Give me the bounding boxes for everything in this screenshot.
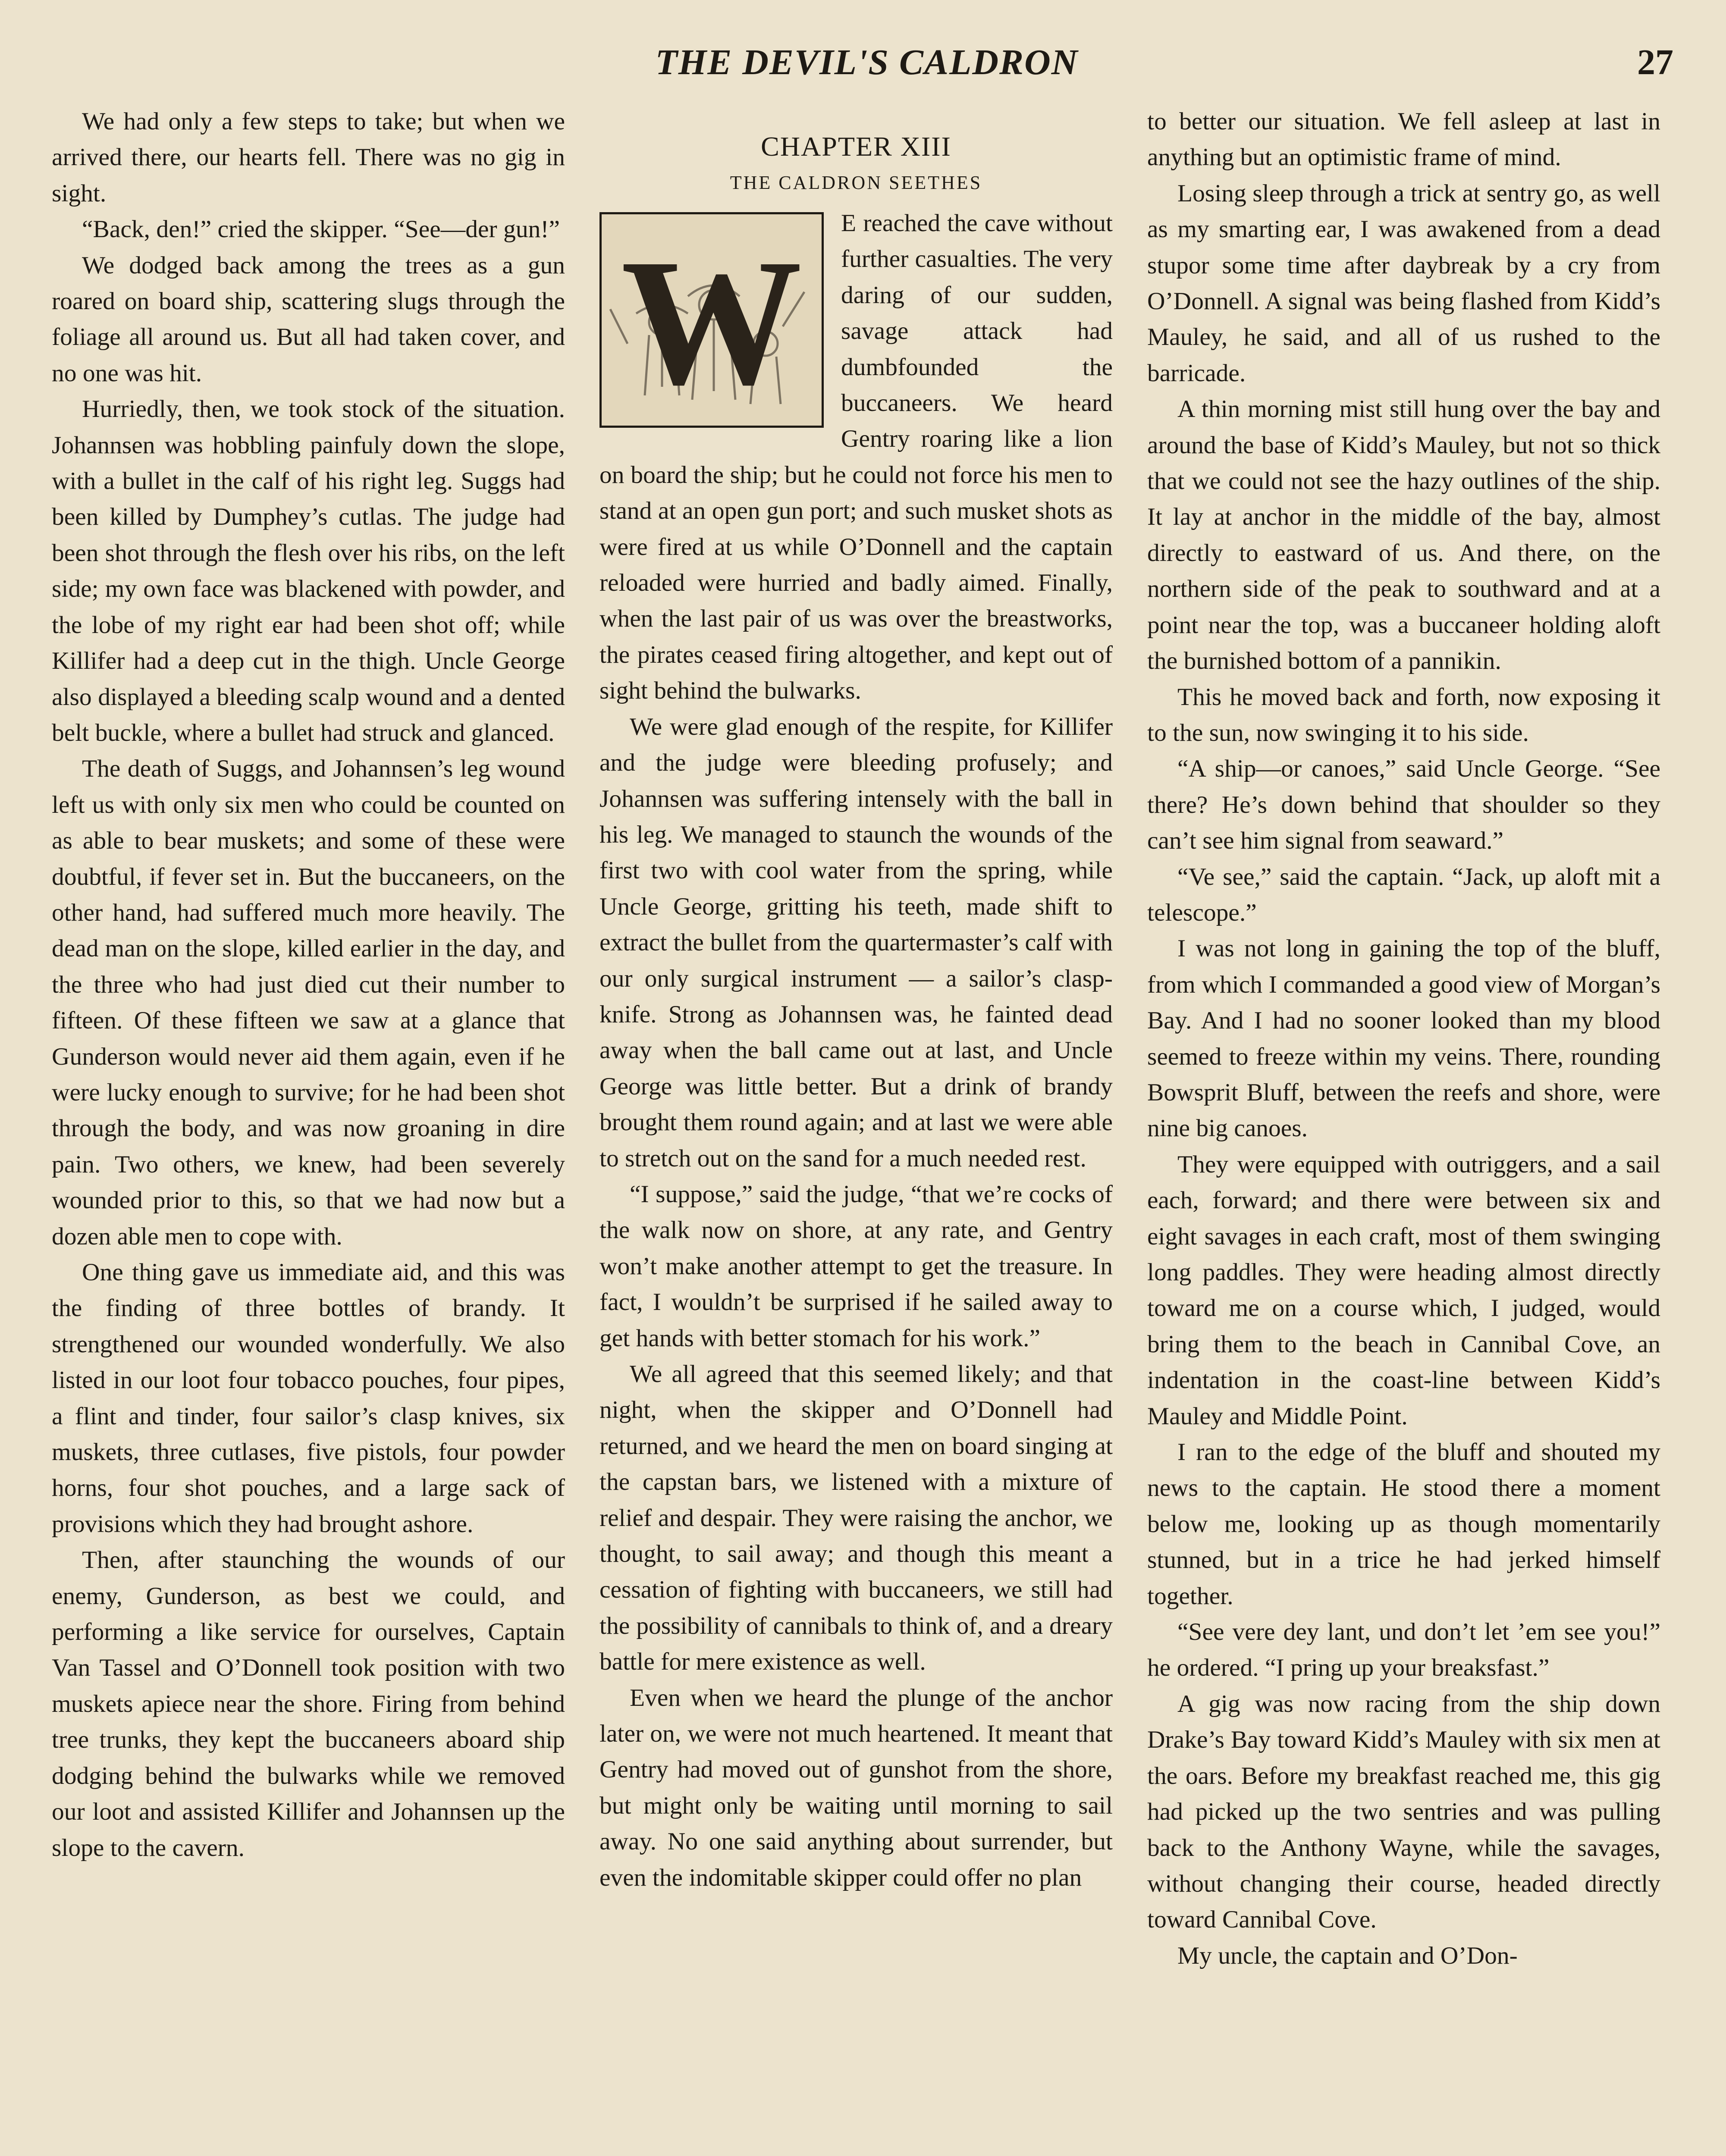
paragraph: I was not long in gaining the top of the bluff, from which I commanded a good view of Morgan’s Bay. And I had no sooner looked than my blood seemed to freeze within my veins. There, rounding Bowsprit Bluff, between the reefs and shore, were nine big canoes. — [1147, 935, 1660, 1142]
paragraph: The death of Suggs, and Johannsen’s leg wound left us with only six men who could be counted on as able to bear muskets; and some of these were doubtful, if fever set in. But the buccaneers, on the other hand, had suffered much more heavily. The dead man on the slope, killed earlier in the day, and the three who had just died cut their number to fifteen. Of these fifteen we saw at a glance that Gunderson would never aid them again, even if he were lucky enough to survive; for he had been shot through the body, and was now groaning in dire pain. Two others, we knew, had been severely wounded prior to this, so that we had now but a dozen able men to cope with. — [52, 755, 565, 1250]
running-title: THE DEVIL'S CALDRON — [655, 42, 1079, 82]
paragraph: Then, after staunching the wounds of our enemy, Gunderson, as best we could, and performing a like service for ourselves, Captain Van Tassel and O’Donnell took position with two muskets apiece near the shore. Firing from behind tree trunks, they kept the buccaneers aboard ship dodging behind the bulwarks while we removed our loot and assisted Killifer and Johannsen up the slope to the cavern. — [52, 1546, 565, 1861]
paragraph: A gig was now racing from the ship down Drake’s Bay toward Kidd’s Mauley with six men at the oars. Before my breakfast reached me, this gig had picked up the two sentries and was pulling back to the Anthony Wayne, while the savages, without changing their course, headed directly toward Cannibal Cove. — [1147, 1690, 1660, 1934]
chapter-subtitle: THE CALDRON SEETHES — [730, 172, 982, 193]
paragraph: E reached the cave without further casualties. The very daring of our sudden, savage attack had dumbfounded the buccaneers. We heard Gentry roaring like a lion on board the ship; but he could not force his men to stand at an open gun port; and such musket shots as were fired at us while O’Donnell and the captain reloaded were hurried and badly aimed. Finally, when the last pair of us was over the breastworks, the pirates ceased firing altogether, and kept out of sight behind the bulwarks. — [599, 210, 1113, 705]
drop-cap-letter: W — [621, 222, 802, 422]
paragraph: We all agreed that this seemed likely; and that night, when the skipper and O’Donnell had returned, and we heard the men on board singing at the capstan bars, we listened with a mixture of relief and despair. They were raising the anchor, we thought, to sail away; and though this meant a cessation of fighting with buccaneers, we still had the possibility of cannibals to think of, and a dreary battle for mere existence as well. — [599, 1360, 1113, 1676]
paragraph: A thin morning mist still hung over the bay and around the base of Kidd’s Mauley, but not so thick that we could not see the hazy outlines of the ship. It lay at anchor in the middle of the bay, almost directly to eastward of us. And there, on the northern side of the peak to southward and at a point near the top, was a buccaneer holding aloft the burnished bottom of a pannikin. — [1147, 395, 1660, 675]
paragraph: Losing sleep through a trick at sentry go, as well as my smarting ear, I was awakened from a dead stupor some time after daybreak by a cry from O’Donnell. A signal was being flashed from Kidd’s Mauley, he said, and all of us rushed to the barricade. — [1147, 179, 1660, 387]
paragraph: “I suppose,” said the judge, “that we’re cocks of the walk now on shore, at any rate, and Gentry won’t make another attempt to get the treasure. In fact, I wouldn’t be surprised if he sailed away to get hands with better stomach for his work.” — [599, 1180, 1113, 1352]
paragraph: Hurriedly, then, we took stock of the situation. Johannsen was hobbling painfuly down the slope, with a bullet in the calf of his right leg. Suggs had been killed by Dumphey’s cutlas. The judge had been shot through the flesh over his ribs, on the left side; my own face was blackened with powder, and the lobe of my right ear had been shot off; while Killifer had a deep cut in the thigh. Uncle George also displayed a bleeding scalp wound and a dented belt buckle, where a bullet had struck and glanced. — [52, 395, 565, 746]
illustrated-drop-cap — [599, 212, 824, 428]
paragraph: “See vere dey lant, und don’t let ’em see you!” he ordered. “I pring up your breaksfast.” — [1147, 1618, 1660, 1682]
paragraph: We had only a few steps to take; but when we arrived there, our hearts fell. There was no gig in sight. — [52, 108, 565, 207]
paragraph: We dodged back among the trees as a gun roared on board ship, scattering slugs through the foliage all around us. But all had taken cover, and no one was hit. — [52, 251, 565, 387]
page-number: 27 — [1637, 42, 1673, 82]
paragraph: One thing gave us immediate aid, and this was the finding of three bottles of brandy. It strengthened our wounded wonderfully. We also listed in our loot four tobacco pouches, four pipes, a flint and tinder, four sailor’s clasp knives, six muskets, three cutlases, five pistols, four powder horns, four shot pouches, and a large sack of provisions which they had brought ashore. — [52, 1259, 565, 1538]
paragraph: They were equipped with outriggers, and a sail each, forward; and there were between six and eight savages in each craft, most of them swinging long paddles. They were heading almost directly toward me on a course which, I judged, would bring them to the beach in Cannibal Cove, an indentation in the coast-line between Kidd’s Mauley and Middle Point. — [1147, 1150, 1660, 1430]
text-column-1 — [52, 103, 565, 1866]
paragraph: We were glad enough of the respite, for Killifer and the judge were bleeding profusely; and Johannsen was suffering intensely with the ball in his leg. We managed to staunch the wounds of the first two with cool water from the spring, while Uncle George, gritting his teeth, made shift to extract the bullet from the quartermaster’s calf with our only surgical instrument — a sailor’s clasp-knife. Strong as Johannsen was, he fainted dead away when the ball came out at last, and Uncle George was little better. But a drink of brandy brought them round again; and at last we were able to stretch out on the sand for a much needed rest. — [599, 713, 1113, 1172]
paragraph: “A ship—or canoes,” said Uncle George. “See there? He’s down behind that shoulder so they can’t see him signal from seaward.” — [1147, 755, 1660, 855]
paragraph: to better our situation. We fell asleep at last in anything but an optimistic frame of mind. — [1147, 108, 1660, 171]
text-column-3 — [1147, 103, 1660, 1974]
paragraph: Even when we heard the plunge of the anchor later on, we were not much heartened. It meant that Gentry had moved out of gunshot from the shore, but might only be waiting until morning to sail away. No one said anything about surrender, but even the indomitable skipper could offer no plan — [599, 1684, 1113, 1891]
paragraph: I ran to the edge of the bluff and shouted my news to the captain. He stood there a moment below me, looking up as though momentarily stunned, but in a trice he had jerked himself together. — [1147, 1438, 1660, 1610]
page-header — [60, 41, 1673, 97]
paragraph: This he moved back and forth, now exposing it to the sun, now swinging it to his side. — [1147, 683, 1660, 746]
chapter-heading: CHAPTER XIII — [761, 131, 951, 162]
paragraph: My uncle, the captain and O’Don- — [1177, 1942, 1518, 1969]
text-column-2 — [599, 103, 1113, 1896]
paragraph: “Ve see,” said the captain. “Jack, up aloft mit a telescope.” — [1147, 863, 1660, 926]
paragraph: “Back, den!” cried the skipper. “See—der gun!” — [82, 216, 560, 243]
